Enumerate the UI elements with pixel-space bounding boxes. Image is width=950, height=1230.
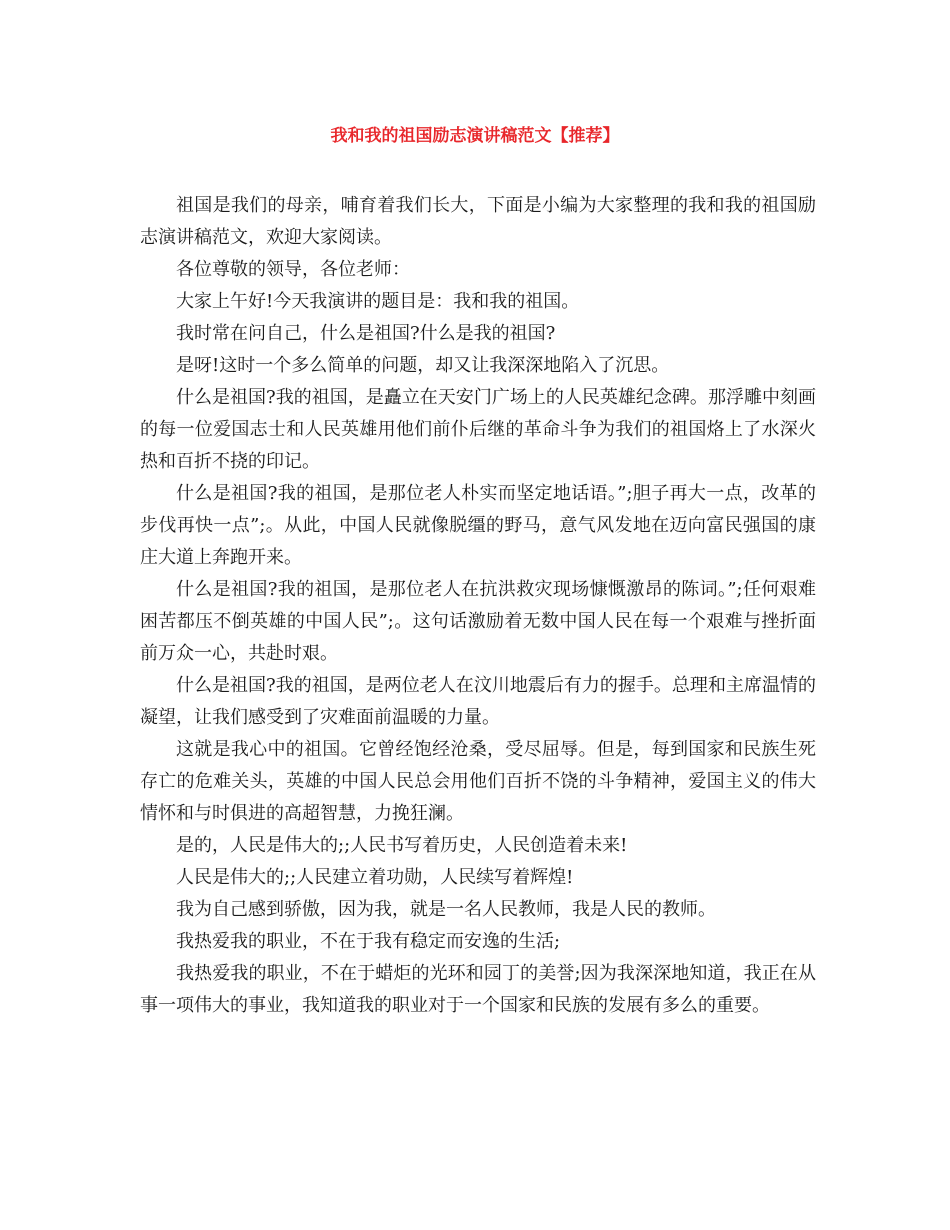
paragraph-people-history: 是的，人民是伟大的;;人民书写着历史，人民创造着未来!: [176, 835, 628, 856]
paragraph-career-life: 我热爱我的职业，不在于我有稳定而安逸的生活;: [176, 931, 561, 952]
paragraph-earthquake: 什么是祖国?我的祖国，是两位老人在汶川地震后有力的握手。总理和主席温情的凝望，让我们感受到了灾难面前温暖的力量。: [140, 675, 816, 728]
paragraph-monument: 什么是祖国?我的祖国，是矗立在天安门广场上的人民英雄纪念碑。那浮雕中刻画的每一位爱国志士和人民英雄用他们前仆后继的革命斗争为我们的祖国烙上了水深火热和百折不挠的印记。: [140, 387, 816, 472]
paragraph-greeting: 大家上午好!今天我演讲的题目是：我和我的祖国。: [176, 291, 580, 312]
paragraph-flood: 什么是祖国?我的祖国，是那位老人在抗洪救灾现场慷慨激昂的陈词。”;任何艰难困苦都压不倒英雄的中国人民”;。这句话激励着无数中国人民在每一个艰难与挫折面前万众一心，共赴时艰。: [140, 579, 816, 664]
document-title: 我和我的祖国励志演讲稿范文【推荐】: [330, 126, 620, 146]
paragraph-reflection: 是呀!这时一个多么简单的问题，却又让我深深地陷入了沉思。: [176, 355, 670, 376]
paragraph-intro: 祖国是我们的母亲，哺育着我们长大，下面是小编为大家整理的我和我的祖国励志演讲稿范文，欢迎大家阅读。: [140, 195, 816, 248]
paragraph-teacher-pride: 我为自己感到骄傲，因为我，就是一名人民教师，我是人民的教师。: [176, 899, 716, 920]
paragraph-people-glory: 人民是伟大的;;人民建立着功勋，人民续写着辉煌!: [176, 867, 574, 888]
paragraph-question: 我时常在问自己，什么是祖国?什么是我的祖国?: [176, 323, 556, 344]
paragraph-salutation: 各位尊敬的领导，各位老师：: [176, 259, 410, 280]
document-body: [140, 190, 816, 1022]
paragraph-reform: 什么是祖国?我的祖国，是那位老人朴实而坚定地话语。”;胆子再大一点，改革的步伐再快一点”;。从此，中国人民就像脱缰的野马，意气风发地在迈向富民强国的康庄大道上奔跑开来。: [140, 483, 816, 568]
paragraph-motherland: 这就是我心中的祖国。它曾经饱经沧桑，受尽屈辱。但是，每到国家和民族生死存亡的危难关头，英雄的中国人民总会用他们百折不饶的斗争精神，爱国主义的伟大情怀和与时俱进的高超智慧，力挽狂澜。: [140, 739, 816, 824]
paragraph-career-mission: 我热爱我的职业，不在于蜡炬的光环和园丁的美誉;因为我深深地知道，我正在从事一项伟大的事业，我知道我的职业对于一个国家和民族的发展有多么的重要。: [140, 963, 816, 1016]
